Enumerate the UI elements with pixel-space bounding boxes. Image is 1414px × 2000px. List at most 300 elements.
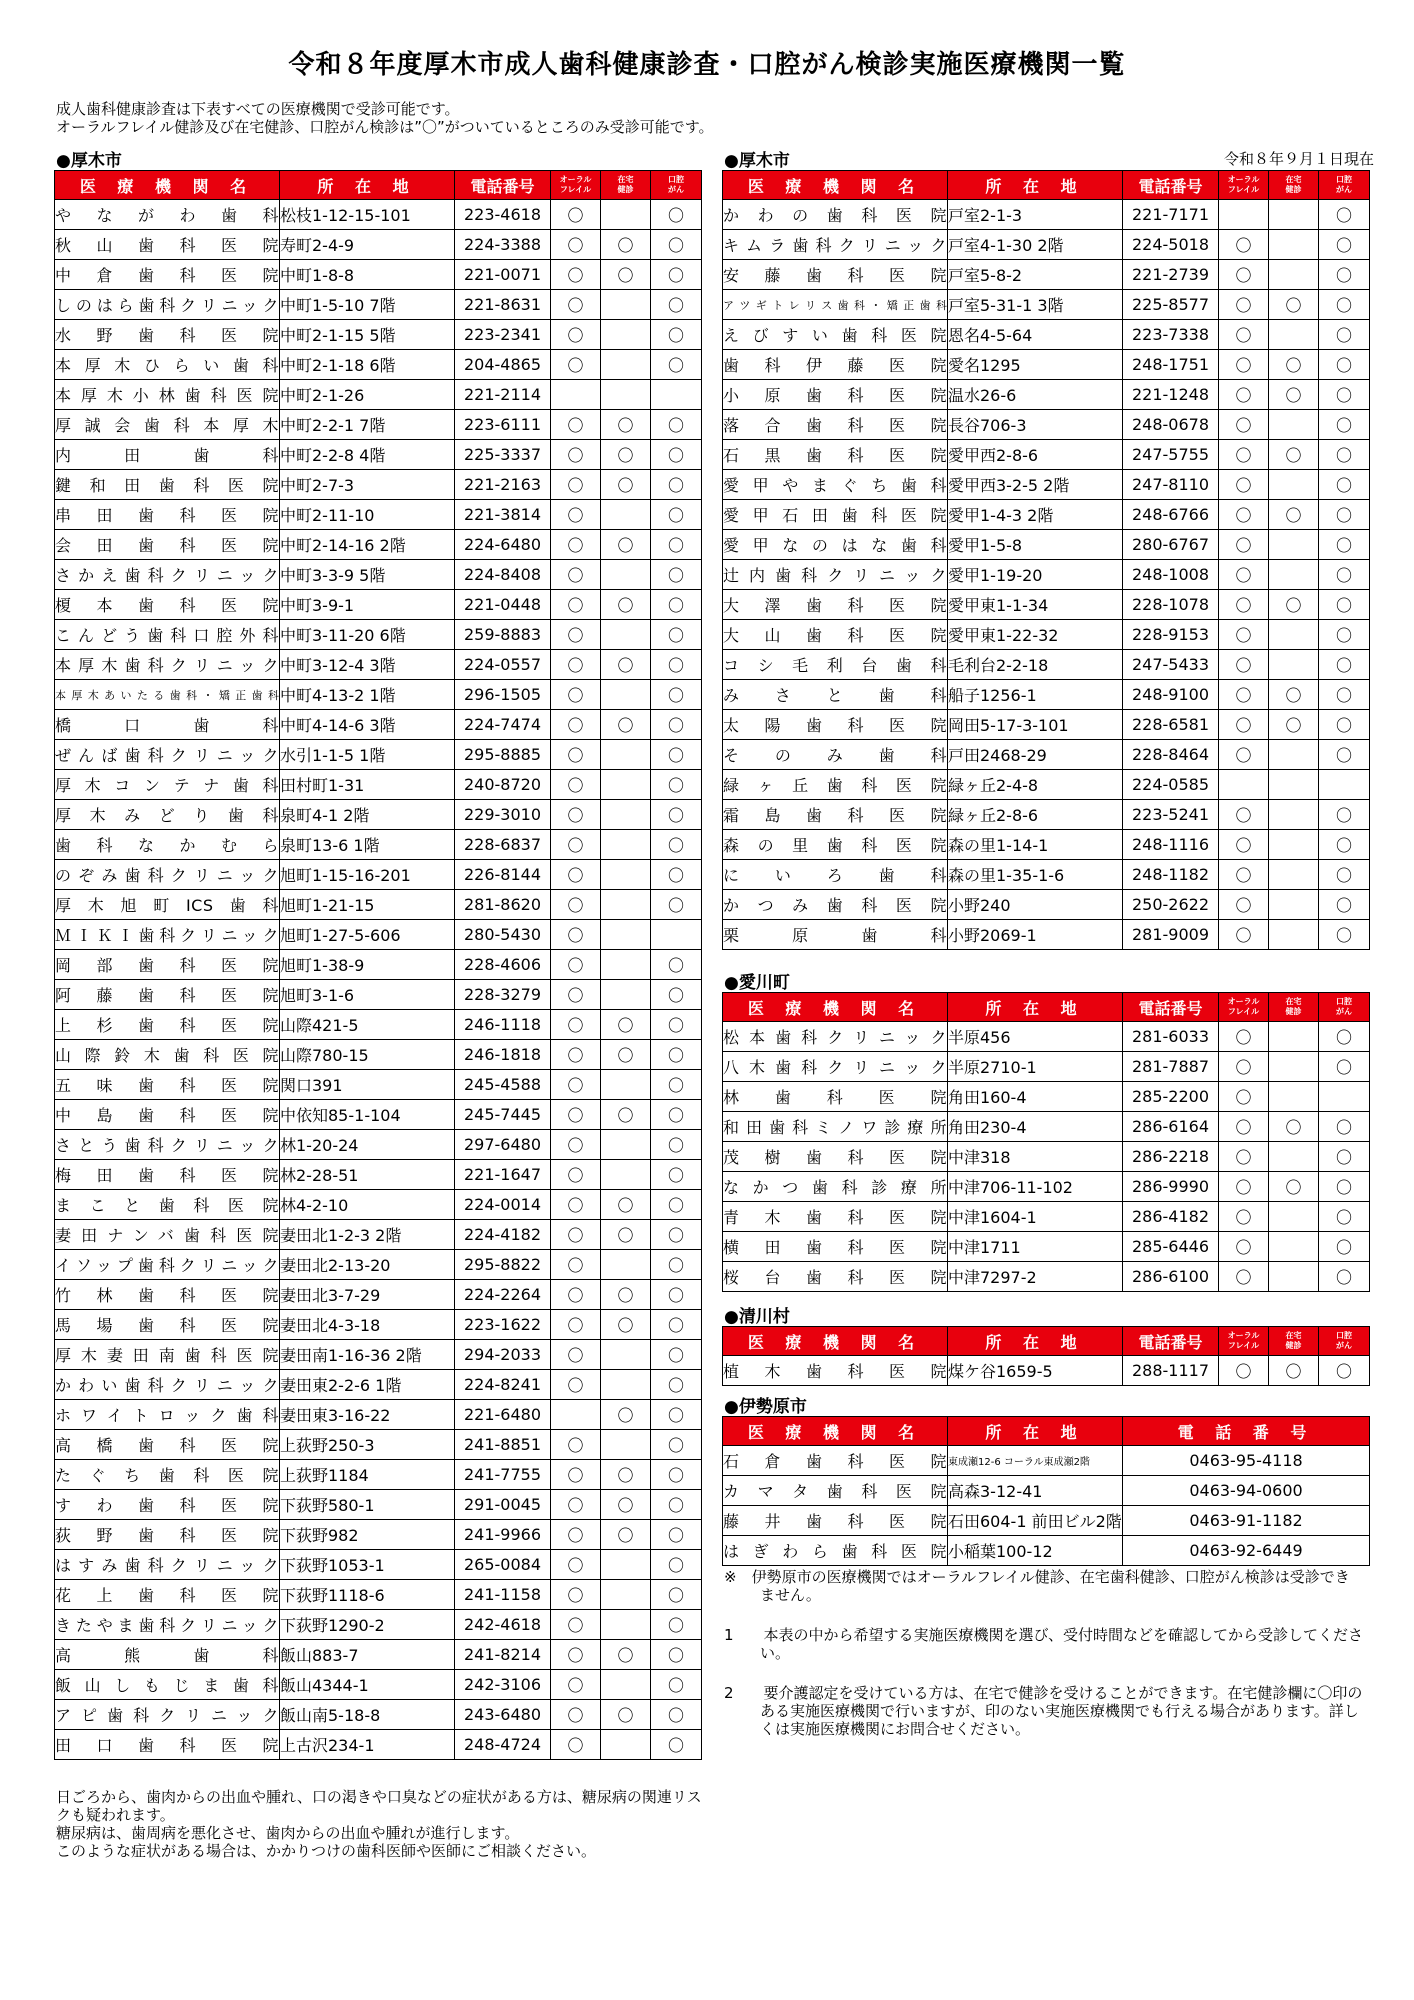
oral-frailty-mark: 〇 [551, 1310, 601, 1340]
section-isehara: ●伊勢原市 [724, 1397, 807, 1417]
oral-cancer-mark: 〇 [651, 860, 702, 890]
table-row [55, 440, 702, 470]
home-checkup-mark [1269, 260, 1319, 290]
oral-frailty-mark: 〇 [551, 980, 601, 1010]
clinic-name: 榎本歯科医院 [55, 590, 280, 620]
table-row [723, 650, 1370, 680]
table-row [55, 1010, 702, 1040]
oral-cancer-mark: 〇 [651, 1310, 702, 1340]
oral-cancer-mark: 〇 [651, 1730, 702, 1760]
clinic-phone: 248-6766 [1123, 500, 1219, 530]
oral-cancer-mark: 〇 [1319, 260, 1370, 290]
oral-cancer-mark: 〇 [651, 1280, 702, 1310]
oral-frailty-mark: 〇 [1219, 1142, 1269, 1172]
clinic-name: さとう歯科クリニック [55, 1130, 280, 1160]
header-oral-cancer-line: 口腔 [1336, 997, 1352, 1006]
header-oral-cancer-line: 口腔 [1336, 175, 1352, 184]
oral-cancer-mark: 〇 [651, 890, 702, 920]
clinic-address: 山際780-15 [280, 1040, 455, 1070]
oral-frailty-mark: 〇 [551, 1730, 601, 1760]
oral-frailty-mark: 〇 [1219, 320, 1269, 350]
oral-frailty-mark: 〇 [551, 710, 601, 740]
clinic-phone: 265-0084 [455, 1550, 551, 1580]
oral-cancer-mark: 〇 [1319, 440, 1370, 470]
oral-frailty-mark: 〇 [551, 1430, 601, 1460]
clinic-name: 竹林歯科医院 [55, 1280, 280, 1310]
home-checkup-mark [601, 1550, 651, 1580]
clinic-name: たぐち歯科医院 [55, 1460, 280, 1490]
oral-cancer-mark: 〇 [1319, 1356, 1370, 1386]
clinic-phone: 224-8408 [455, 560, 551, 590]
clinic-name: 桜台歯科医院 [723, 1262, 948, 1292]
oral-frailty-mark: 〇 [1219, 800, 1269, 830]
clinic-name: 栗原歯科 [723, 920, 948, 950]
clinic-name: 本厚木ひらい歯科 [55, 350, 280, 380]
table-row [55, 800, 702, 830]
table-row [55, 1340, 702, 1370]
clinic-phone: 204-4865 [455, 350, 551, 380]
table-row [55, 410, 702, 440]
header-oral-cancer [1319, 171, 1370, 200]
oral-cancer-mark: 〇 [651, 1670, 702, 1700]
home-checkup-mark: 〇 [1269, 680, 1319, 710]
clinic-phone: 226-8144 [455, 860, 551, 890]
clinic-phone: 221-1647 [455, 1160, 551, 1190]
oral-frailty-mark: 〇 [1219, 860, 1269, 890]
oral-cancer-mark: 〇 [651, 1010, 702, 1040]
oral-frailty-mark: 〇 [551, 920, 601, 950]
home-checkup-mark [601, 770, 651, 800]
header-oral-frailty [1219, 993, 1269, 1022]
header-name: 医 療 機 関 名 [723, 993, 948, 1022]
oral-frailty-mark: 〇 [551, 1670, 601, 1700]
clinic-name: 阿藤歯科医院 [55, 980, 280, 1010]
clinic-name: 串田歯科医院 [55, 500, 280, 530]
clinic-phone: 228-6581 [1123, 710, 1219, 740]
clinic-address: 角田160-4 [948, 1082, 1123, 1112]
header-address: 所 在 地 [280, 171, 455, 200]
clinic-phone: 295-8822 [455, 1250, 551, 1280]
home-checkup-mark: 〇 [1269, 380, 1319, 410]
clinic-phone: 285-2200 [1123, 1082, 1219, 1112]
clinic-phone: 295-8885 [455, 740, 551, 770]
oral-cancer-mark: 〇 [651, 350, 702, 380]
oral-frailty-mark: 〇 [551, 290, 601, 320]
oral-cancer-mark: 〇 [651, 290, 702, 320]
oral-cancer-mark [1319, 1082, 1370, 1112]
clinic-phone: 241-7755 [455, 1460, 551, 1490]
header-oral-frailty [551, 171, 601, 200]
clinic-address: 妻田北4-3-18 [280, 1310, 455, 1340]
table-row [55, 1130, 702, 1160]
clinic-name: さかえ歯科クリニック [55, 560, 280, 590]
oral-cancer-mark: 〇 [1319, 1172, 1370, 1202]
oral-frailty-mark: 〇 [1219, 740, 1269, 770]
clinic-name: みさと歯科 [723, 680, 948, 710]
home-checkup-mark [601, 560, 651, 590]
clinic-name: 厚木妻田南歯科医院 [55, 1340, 280, 1370]
header-address: 所 在 地 [948, 1327, 1123, 1356]
clinic-address: 緑ヶ丘2-8-6 [948, 800, 1123, 830]
home-checkup-mark: 〇 [601, 1220, 651, 1250]
header-phone: 電話番号 [1123, 1327, 1219, 1356]
clinic-phone: 241-9966 [455, 1520, 551, 1550]
atsugi-table-left [54, 170, 702, 1760]
clinic-address: 戸室5-8-2 [948, 260, 1123, 290]
home-checkup-mark: 〇 [601, 230, 651, 260]
clinic-name: 妻田ナンバ歯科医院 [55, 1220, 280, 1250]
home-checkup-mark [601, 860, 651, 890]
clinic-phone: 223-2341 [455, 320, 551, 350]
home-checkup-mark [601, 500, 651, 530]
table-row [55, 290, 702, 320]
oral-frailty-mark: 〇 [551, 1550, 601, 1580]
home-checkup-mark: 〇 [601, 1100, 651, 1130]
clinic-name: 厚誠会歯科本厚木 [55, 410, 280, 440]
clinic-name: 太陽歯科医院 [723, 710, 948, 740]
table-row [723, 470, 1370, 500]
clinic-name: すわ歯科医院 [55, 1490, 280, 1520]
clinic-name: そのみ歯科 [723, 740, 948, 770]
clinic-address: 愛甲西3-2-5 2階 [948, 470, 1123, 500]
clinic-address: 戸田2468-29 [948, 740, 1123, 770]
oral-cancer-mark: 〇 [651, 200, 702, 230]
table-row [55, 320, 702, 350]
clinic-name: 石倉歯科医院 [723, 1446, 948, 1476]
clinic-name: ホワイトロック歯科 [55, 1400, 280, 1430]
clinic-address: 旭町3-1-6 [280, 980, 455, 1010]
clinic-name: 落合歯科医院 [723, 410, 948, 440]
table-row [55, 470, 702, 500]
oral-frailty-mark: 〇 [1219, 260, 1269, 290]
table-row [55, 350, 702, 380]
oral-frailty-mark: 〇 [551, 410, 601, 440]
table-row [723, 1112, 1370, 1142]
home-checkup-mark: 〇 [1269, 350, 1319, 380]
clinic-phone: 241-8851 [455, 1430, 551, 1460]
oral-frailty-mark: 〇 [551, 500, 601, 530]
oral-frailty-mark: 〇 [551, 350, 601, 380]
clinic-name: 林歯科医院 [723, 1082, 948, 1112]
oral-frailty-mark: 〇 [1219, 1052, 1269, 1082]
header-home-checkup-line: 健診 [1285, 1341, 1302, 1350]
as-of-date: 令和８年９月１日現在 [1223, 150, 1374, 168]
oral-cancer-mark [1319, 770, 1370, 800]
clinic-address: 妻田北3-7-29 [280, 1280, 455, 1310]
clinic-address: 林4-2-10 [280, 1190, 455, 1220]
clinic-name: かわの歯科医院 [723, 200, 948, 230]
table-row [55, 1190, 702, 1220]
header-row [723, 993, 1370, 1022]
clinic-address: 中町2-14-16 2階 [280, 530, 455, 560]
oral-cancer-mark: 〇 [1319, 1262, 1370, 1292]
table-row [55, 1430, 702, 1460]
clinic-phone: 221-0071 [455, 260, 551, 290]
oral-frailty-mark: 〇 [1219, 410, 1269, 440]
clinic-phone: 285-6446 [1123, 1232, 1219, 1262]
home-checkup-mark [1269, 410, 1319, 440]
clinic-address: 恩名4-5-64 [948, 320, 1123, 350]
oral-cancer-mark: 〇 [651, 1040, 702, 1070]
header-row [723, 171, 1370, 200]
note-line: このような症状がある場合は、かかりつけの歯科医師や医師にご相談ください。 [56, 1842, 597, 1860]
home-checkup-mark: 〇 [601, 1520, 651, 1550]
clinic-address: 旭町1-15-16-201 [280, 860, 455, 890]
clinic-address: 下荻野1290-2 [280, 1610, 455, 1640]
clinic-name: かわい歯科クリニック [55, 1370, 280, 1400]
clinic-phone: 297-6480 [455, 1130, 551, 1160]
oral-frailty-mark: 〇 [1219, 710, 1269, 740]
home-checkup-mark [601, 800, 651, 830]
clinic-phone: 242-3106 [455, 1670, 551, 1700]
clinic-address: 中町4-14-6 3階 [280, 710, 455, 740]
header-home-checkup-line: 在宅 [617, 175, 634, 184]
home-checkup-mark: 〇 [601, 710, 651, 740]
clinic-phone: 245-7445 [455, 1100, 551, 1130]
clinic-phone: 225-8577 [1123, 290, 1219, 320]
clinic-name: 橋口歯科 [55, 710, 280, 740]
clinic-phone: 223-5241 [1123, 800, 1219, 830]
clinic-address: 泉町13-6 1階 [280, 830, 455, 860]
clinic-name: 梅田歯科医院 [55, 1160, 280, 1190]
header-phone: 電 話 番 号 [1123, 1417, 1370, 1446]
header-oral-cancer [1319, 993, 1370, 1022]
clinic-address: 旭町1-27-5-606 [280, 920, 455, 950]
home-checkup-mark [1269, 770, 1319, 800]
home-checkup-mark [1269, 1022, 1319, 1052]
clinic-name: 和田歯科ミノワ診療所 [723, 1112, 948, 1142]
oral-frailty-mark [551, 1400, 601, 1430]
home-checkup-mark [601, 1610, 651, 1640]
oral-cancer-mark: 〇 [1319, 650, 1370, 680]
clinic-phone: 241-1158 [455, 1580, 551, 1610]
home-checkup-mark [601, 1730, 651, 1760]
clinic-address: 下荻野580-1 [280, 1490, 455, 1520]
clinic-phone: 286-6164 [1123, 1112, 1219, 1142]
clinic-phone: 224-7474 [455, 710, 551, 740]
table-row [55, 200, 702, 230]
clinic-address: 上荻野250-3 [280, 1430, 455, 1460]
oral-frailty-mark: 〇 [551, 590, 601, 620]
clinic-name: 歯科なかむら [55, 830, 280, 860]
oral-cancer-mark: 〇 [651, 500, 702, 530]
oral-frailty-mark: 〇 [551, 1580, 601, 1610]
clinic-address: 妻田北2-13-20 [280, 1250, 455, 1280]
clinic-name: 石黒歯科医院 [723, 440, 948, 470]
clinic-name: 山際鈴木歯科医院 [55, 1040, 280, 1070]
clinic-name: はすみ歯科クリニック [55, 1550, 280, 1580]
clinic-address: 中津1711 [948, 1232, 1123, 1262]
clinic-address: 愛甲1-4-3 2階 [948, 500, 1123, 530]
clinic-address: 中町2-1-15 5階 [280, 320, 455, 350]
table-row [723, 230, 1370, 260]
oral-frailty-mark: 〇 [551, 770, 601, 800]
oral-cancer-mark: 〇 [651, 1640, 702, 1670]
table-row [723, 1506, 1370, 1536]
clinic-phone: 286-2218 [1123, 1142, 1219, 1172]
oral-cancer-mark: 〇 [1319, 590, 1370, 620]
clinic-address: 小野2069-1 [948, 920, 1123, 950]
clinic-address: 旭町1-21-15 [280, 890, 455, 920]
clinic-address: 中町3-9-1 [280, 590, 455, 620]
clinic-address: 毛利台2-2-18 [948, 650, 1123, 680]
home-checkup-mark [1269, 1052, 1319, 1082]
header-home-checkup-line: 在宅 [1285, 175, 1302, 184]
oral-frailty-mark: 〇 [551, 1010, 601, 1040]
clinic-name: 荻野歯科医院 [55, 1520, 280, 1550]
clinic-name: 安藤歯科医院 [723, 260, 948, 290]
clinic-phone: 228-4606 [455, 950, 551, 980]
header-home-checkup-line: 健診 [1285, 185, 1302, 194]
table-row [55, 1700, 702, 1730]
clinic-address: 上荻野1184 [280, 1460, 455, 1490]
clinic-name: 中島歯科医院 [55, 1100, 280, 1130]
table-row [723, 1232, 1370, 1262]
table-row [723, 350, 1370, 380]
oral-frailty-mark: 〇 [1219, 1022, 1269, 1052]
clinic-phone: 225-3337 [455, 440, 551, 470]
home-checkup-mark: 〇 [1269, 1356, 1319, 1386]
table-row [723, 830, 1370, 860]
oral-cancer-mark: 〇 [1319, 470, 1370, 500]
header-row [723, 1327, 1370, 1356]
oral-cancer-mark: 〇 [1319, 1232, 1370, 1262]
home-checkup-mark: 〇 [1269, 440, 1319, 470]
oral-cancer-mark: 〇 [1319, 230, 1370, 260]
clinic-address: 中津7297-2 [948, 1262, 1123, 1292]
oral-frailty-mark: 〇 [551, 1250, 601, 1280]
table-row [55, 1250, 702, 1280]
oral-cancer-mark: 〇 [651, 800, 702, 830]
clinic-address: 泉町4-1 2階 [280, 800, 455, 830]
oral-frailty-mark: 〇 [1219, 350, 1269, 380]
oral-cancer-mark: 〇 [1319, 800, 1370, 830]
header-oral-frailty [1219, 1327, 1269, 1356]
intro-line: 成人歯科健康診査は下表すべての医療機関で受診可能です。 [56, 100, 460, 118]
clinic-phone: 224-8241 [455, 1370, 551, 1400]
clinic-address: 戸室2-1-3 [948, 200, 1123, 230]
table-row [723, 500, 1370, 530]
home-checkup-mark [601, 380, 651, 410]
oral-cancer-mark: 〇 [651, 1520, 702, 1550]
oral-frailty-mark [1219, 770, 1269, 800]
home-checkup-mark [601, 320, 651, 350]
clinic-address: 愛甲1-19-20 [948, 560, 1123, 590]
home-checkup-mark [601, 830, 651, 860]
oral-frailty-mark: 〇 [551, 440, 601, 470]
home-checkup-mark [1269, 860, 1319, 890]
clinic-name: 大山歯科医院 [723, 620, 948, 650]
home-checkup-mark: 〇 [1269, 290, 1319, 320]
clinic-name: 中倉歯科医院 [55, 260, 280, 290]
clinic-phone: 228-3279 [455, 980, 551, 1010]
oral-frailty-mark: 〇 [1219, 1262, 1269, 1292]
clinic-phone: 296-1505 [455, 680, 551, 710]
table-row [55, 590, 702, 620]
table-row [55, 1490, 702, 1520]
clinic-name: 本厚木小林歯科医院 [55, 380, 280, 410]
header-home-checkup-line: 健診 [1285, 1007, 1302, 1016]
header-home-checkup [601, 171, 651, 200]
home-checkup-mark [1269, 1202, 1319, 1232]
oral-frailty-mark: 〇 [1219, 1172, 1269, 1202]
oral-frailty-mark: 〇 [551, 1070, 601, 1100]
header-oral-cancer-line: がん [1336, 185, 1352, 194]
intro-line: オーラルフレイル健診及び在宅健診、口腔がん検診は”〇”がついているところのみ受診可能です。 [56, 118, 714, 136]
oral-cancer-mark: 〇 [651, 410, 702, 440]
clinic-address: 妻田東3-16-22 [280, 1400, 455, 1430]
header-name: 医 療 機 関 名 [723, 171, 948, 200]
oral-cancer-mark: 〇 [1319, 620, 1370, 650]
oral-frailty-mark: 〇 [1219, 650, 1269, 680]
oral-cancer-mark: 〇 [651, 1100, 702, 1130]
section-aikawa: ●愛川町 [724, 973, 790, 993]
oral-cancer-mark: 〇 [651, 1430, 702, 1460]
table-row [55, 980, 702, 1010]
home-checkup-mark [1269, 470, 1319, 500]
clinic-phone: 224-0557 [455, 650, 551, 680]
clinic-phone: 221-0448 [455, 590, 551, 620]
home-checkup-mark: 〇 [1269, 590, 1319, 620]
clinic-name: 愛甲なのはな歯科 [723, 530, 948, 560]
clinic-phone: 286-9990 [1123, 1172, 1219, 1202]
home-checkup-mark [601, 1370, 651, 1400]
oral-frailty-mark: 〇 [1219, 530, 1269, 560]
table-row [723, 410, 1370, 440]
header-phone: 電話番号 [1123, 171, 1219, 200]
home-checkup-mark: 〇 [601, 410, 651, 440]
clinic-address: 船子1256-1 [948, 680, 1123, 710]
oral-frailty-mark: 〇 [551, 860, 601, 890]
clinic-name: 霜島歯科医院 [723, 800, 948, 830]
header-home-checkup [1269, 1327, 1319, 1356]
table-row [723, 1172, 1370, 1202]
oral-frailty-mark: 〇 [551, 890, 601, 920]
clinic-address: 緑ヶ丘2-4-8 [948, 770, 1123, 800]
clinic-name: 松本歯科クリニック [723, 1022, 948, 1052]
header-home-checkup-line: 在宅 [1285, 1331, 1302, 1340]
oral-cancer-mark: 〇 [651, 260, 702, 290]
clinic-phone: 224-3388 [455, 230, 551, 260]
table-row [55, 1160, 702, 1190]
oral-frailty-mark [1219, 200, 1269, 230]
oral-frailty-mark: 〇 [551, 560, 601, 590]
clinic-name: 茂樹歯科医院 [723, 1142, 948, 1172]
header-oral-cancer-line: がん [1336, 1341, 1352, 1350]
clinic-address: 森の里1-14-1 [948, 830, 1123, 860]
table-row [55, 1730, 702, 1760]
oral-frailty-mark: 〇 [1219, 1356, 1269, 1386]
table-row [55, 1610, 702, 1640]
home-checkup-mark [601, 200, 651, 230]
table-row [55, 1220, 702, 1250]
oral-frailty-mark: 〇 [551, 800, 601, 830]
clinic-name: アピ歯科クリニック [55, 1700, 280, 1730]
header-home-checkup-line: 健診 [617, 185, 634, 194]
clinic-name: きたやま歯科クリニック [55, 1610, 280, 1640]
clinic-phone: 221-2114 [455, 380, 551, 410]
home-checkup-mark [601, 620, 651, 650]
clinic-phone: 223-6111 [455, 410, 551, 440]
table-row [723, 1356, 1370, 1386]
oral-frailty-mark: 〇 [551, 1190, 601, 1220]
clinic-phone: 247-5433 [1123, 650, 1219, 680]
clinic-name: 横田歯科医院 [723, 1232, 948, 1262]
oral-cancer-mark: 〇 [651, 1460, 702, 1490]
oral-cancer-mark: 〇 [651, 710, 702, 740]
page-title: 令和８年度厚木市成人歯科健康診査・口腔がん検診実施医療機関一覧 [288, 50, 1126, 80]
header-home-checkup [1269, 993, 1319, 1022]
